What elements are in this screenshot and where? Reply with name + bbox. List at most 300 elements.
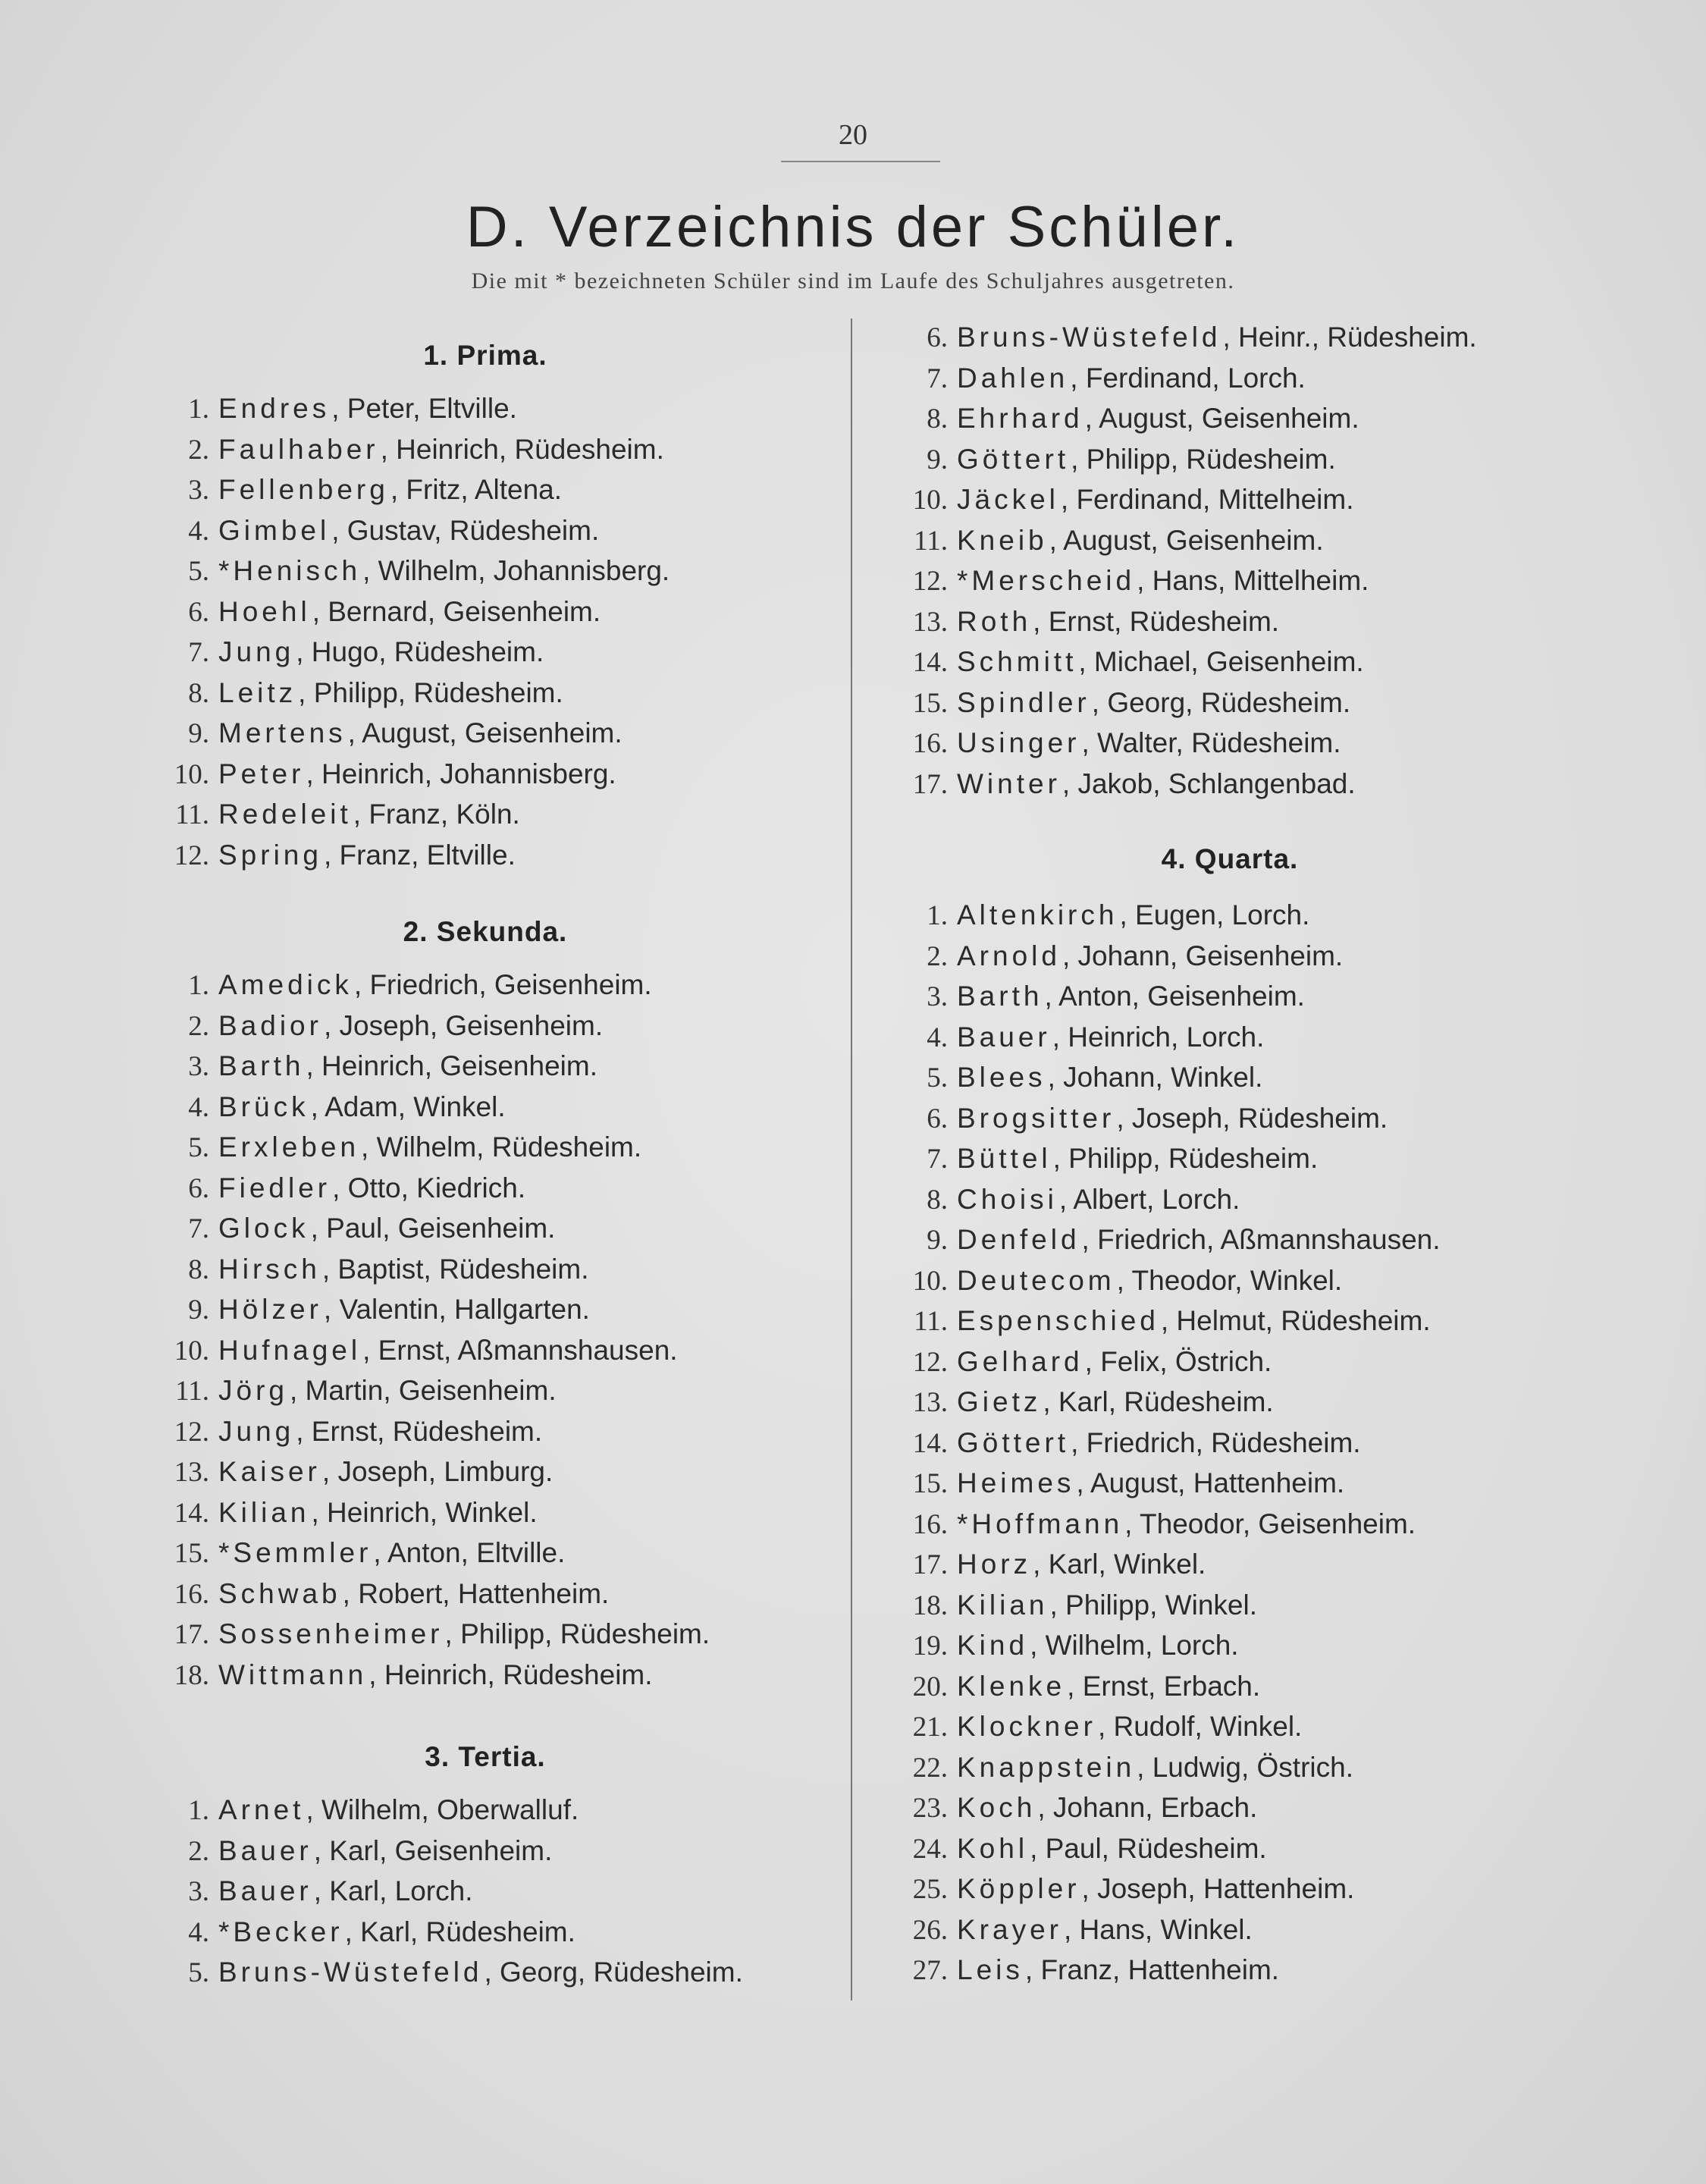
student-entry [890,1873,1354,1906]
entry-surname: *Becker [218,1916,343,1947]
entry-surname: Badior [218,1009,322,1041]
entry-details: , Theodor, Geisenheim. [1124,1508,1416,1539]
entry-number: 1. [927,900,948,931]
entry-details: , Michael, Geisenheim. [1078,646,1364,677]
student-entry [152,799,520,831]
entry-number: 12. [912,1346,948,1378]
section-heading: 1. Prima. [423,340,547,371]
entry-surname: Mertens [218,717,347,748]
entry-surname: Deutecom [957,1264,1115,1296]
entry-surname: Barth [957,981,1043,1012]
student-entry [890,1467,1344,1500]
entry-details: , Joseph, Hattenheim. [1081,1873,1355,1904]
student-entry [890,1143,1318,1175]
entry-surname: Gietz [957,1386,1042,1417]
entry-number: 10. [174,758,209,790]
student-entry [152,1835,552,1868]
student-entry [152,1254,589,1286]
entry-details: , Albert, Lorch. [1058,1183,1240,1215]
student-entry [890,565,1369,598]
entry-details: , Rudolf, Winkel. [1097,1711,1303,1742]
entry-number: 10. [912,1265,948,1297]
student-entry [890,322,1477,354]
student-entry [890,646,1364,679]
entry-number: 19. [912,1630,948,1662]
student-entry [890,1671,1260,1703]
student-entry [890,1224,1441,1257]
student-entry [890,1508,1416,1541]
entry-number: 17. [174,1619,209,1650]
entry-number: 13. [174,1457,209,1488]
entry-number: 3. [188,1051,209,1082]
entry-number: 8. [927,403,948,435]
entry-details: , Heinrich, Rüdesheim. [380,433,664,465]
entry-details: , Ernst, Aßmannshausen. [362,1334,678,1366]
entry-details: , August, Geisenheim. [1084,403,1359,434]
entry-number: 14. [912,1427,948,1459]
student-entry [152,677,563,710]
entry-number: 13. [912,1387,948,1418]
student-entry [152,474,562,507]
entry-surname: Fiedler [218,1172,331,1203]
entry-number: 5. [188,1957,209,1988]
entry-details: , Jakob, Schlangenbad. [1062,767,1356,799]
entry-surname: Schmitt [957,646,1077,677]
entry-number: 8. [927,1184,948,1216]
student-entry [152,555,670,588]
entry-surname: Bruns-Wüstefeld [218,1956,483,1988]
entry-number: 14. [174,1497,209,1529]
entry-surname: Kilian [957,1589,1049,1621]
student-entry [890,1021,1264,1054]
entry-number: 15. [912,687,948,719]
student-entry [152,1131,641,1164]
student-entry [890,484,1354,516]
entry-surname: Heimes [957,1467,1075,1498]
entry-number: 22. [912,1752,948,1784]
student-entry [890,362,1306,395]
entry-number: 8. [188,677,209,709]
entry-number: 18. [912,1589,948,1621]
entry-details: , Ferdinand, Lorch. [1070,362,1306,394]
student-entry [890,940,1343,973]
entry-details: , Bernard, Geisenheim. [312,595,601,627]
entry-details: , Wilhelm, Johannisberg. [362,555,670,586]
student-entry [890,403,1359,435]
entry-surname: Peter [218,758,305,789]
student-entry [152,434,664,466]
entry-number: 5. [188,556,209,587]
student-entry [152,515,599,548]
student-entry [152,636,544,669]
entry-details: , Wilhelm, Oberwalluf. [306,1794,579,1825]
entry-surname: Altenkirch [957,899,1118,930]
entry-number: 11. [914,1306,948,1337]
entry-details: , Paul, Geisenheim. [310,1213,556,1244]
entry-number: 9. [188,1294,209,1326]
entry-surname: Winter [957,767,1061,799]
entry-details: , Walter, Rüdesheim. [1081,727,1341,758]
entry-details: , Karl, Lorch. [313,1875,473,1906]
entry-surname: Leis [957,1954,1024,1985]
entry-surname: Bauer [218,1834,312,1866]
entry-number: 9. [188,718,209,749]
student-entry [890,1914,1253,1947]
entry-details: , Friedrich, Geisenheim. [353,969,652,1000]
entry-details: , Johann, Geisenheim. [1062,940,1344,971]
student-entry [152,1659,653,1692]
entry-details: , Philipp, Rüdesheim. [1071,443,1336,475]
entry-number: 6. [927,322,948,353]
entry-surname: Fellenberg [218,474,389,505]
student-entry [890,1265,1342,1298]
entry-number: 18. [174,1659,209,1691]
entry-surname: Espenschied [957,1305,1159,1336]
entry-surname: Kaiser [218,1456,321,1487]
entry-details: , Anton, Eltville. [373,1537,566,1568]
entry-surname: Endres [218,393,331,424]
entry-number: 5. [927,1062,948,1094]
student-entry [890,1833,1267,1866]
entry-details: , Karl, Winkel. [1033,1549,1206,1580]
entry-number: 1. [188,970,209,1001]
student-entry [152,1497,538,1530]
entry-details: , Hans, Mittelheim. [1137,565,1369,596]
entry-number: 17. [912,1549,948,1580]
entry-number: 2. [927,940,948,972]
entry-surname: Hirsch [218,1253,321,1285]
entry-surname: Spring [218,839,322,871]
student-entry [152,1956,743,1989]
student-entry [890,687,1350,720]
entry-surname: Koch [957,1792,1036,1823]
entry-surname: Sossenheimer [218,1618,444,1649]
entry-surname: Wittmann [218,1658,368,1690]
student-entry [152,1456,553,1489]
entry-details: , Wilhelm, Lorch. [1030,1630,1239,1661]
entry-details: , Georg, Rüdesheim. [1091,686,1351,718]
student-entry [890,1630,1239,1662]
entry-details: , Heinr., Rüdesheim. [1222,322,1477,353]
entry-surname: Jung [218,636,295,667]
entry-surname: *Semmler [218,1537,372,1568]
entry-number: 3. [188,475,209,506]
entry-details: , Ludwig, Östrich. [1137,1751,1353,1783]
entry-details: , Joseph, Limburg. [321,1456,554,1487]
entry-number: 2. [188,434,209,466]
entry-surname: Horz [957,1549,1032,1580]
entry-details: , Heinrich, Geisenheim. [306,1050,597,1081]
entry-details: , Baptist, Rüdesheim. [321,1253,589,1285]
entry-details: , Friedrich, Rüdesheim. [1071,1426,1361,1458]
entry-surname: Knappstein [957,1751,1136,1783]
entry-details: , Ferdinand, Mittelheim. [1060,484,1354,515]
student-entry [890,525,1324,557]
student-entry [890,1711,1302,1743]
entry-surname: Amedick [218,969,353,1000]
section-heading: 3. Tertia. [425,1741,546,1772]
page-number: 20 [839,119,867,151]
entry-number: 1. [188,1795,209,1826]
entry-surname: Jäckel [957,484,1059,515]
entry-surname: Leitz [218,676,297,708]
entry-surname: Redeleit [218,799,352,830]
entry-surname: Jung [218,1415,295,1447]
entry-surname: Kneib [957,524,1048,556]
entry-surname: Roth [957,605,1032,637]
entry-number: 15. [912,1468,948,1499]
entry-number: 27. [912,1955,948,1986]
page-subtitle: Die mit * bezeichneten Schüler sind im Laufe des Schuljahres ausgetreten. [471,268,1235,293]
entry-surname: Bauer [218,1875,312,1906]
entry-number: 7. [927,1144,948,1175]
entry-surname: Blees [957,1062,1046,1093]
entry-details: , Otto, Kiedrich. [332,1172,526,1203]
student-entry [152,1578,609,1611]
entry-number: 16. [912,728,948,759]
student-entry [890,1752,1353,1784]
entry-number: 13. [912,606,948,638]
entry-details: , Friedrich, Aßmannshausen. [1081,1224,1441,1255]
entry-surname: Hufnagel [218,1334,362,1366]
entry-surname: Klenke [957,1670,1066,1702]
entry-details: , Paul, Rüdesheim. [1030,1832,1267,1864]
entry-surname: *Henisch [218,555,362,586]
student-entry [890,1103,1388,1135]
entry-surname: Bauer [957,1021,1051,1053]
student-entry [890,1549,1206,1581]
entry-number: 6. [188,596,209,628]
entry-number: 7. [188,637,209,668]
entry-details: , Ernst, Erbach. [1067,1670,1261,1702]
entry-number: 10. [912,485,948,516]
student-entry [890,899,1309,932]
entry-number: 2. [188,1835,209,1867]
entry-surname: Spindler [957,686,1090,718]
student-entry [152,717,623,750]
entry-details: , August, Geisenheim. [347,717,623,748]
student-entry [152,596,601,629]
entry-number: 7. [927,362,948,394]
student-entry [890,1954,1279,1987]
student-entry [890,727,1341,760]
entry-number: 5. [188,1132,209,1163]
entry-details: , Heinrich, Winkel. [311,1496,538,1528]
entry-number: 12. [174,1416,209,1448]
student-entry [890,606,1279,639]
entry-number: 4. [188,1091,209,1123]
entry-details: , Gustav, Rüdesheim. [331,514,600,546]
entry-number: 11. [914,525,948,557]
student-entry [890,981,1305,1013]
student-entry [890,444,1336,476]
student-entry [890,1184,1240,1216]
entry-details: , Wilhelm, Rüdesheim. [361,1131,642,1163]
entry-surname: Gimbel [218,514,331,546]
entry-number: 7. [188,1213,209,1244]
student-entry [152,1294,590,1326]
entry-surname: Usinger [957,727,1080,758]
entry-number: 21. [912,1712,948,1743]
entry-details: , Philipp, Rüdesheim. [444,1618,710,1649]
column-divider [851,318,852,2000]
entry-details: , Martin, Geisenheim. [289,1375,557,1406]
entry-details: , Eugen, Lorch. [1119,899,1310,930]
entry-number: 6. [188,1172,209,1204]
entry-surname: Ehrhard [957,403,1083,434]
entry-surname: Brogsitter [957,1102,1115,1134]
entry-details: , Heinrich, Lorch. [1052,1021,1265,1053]
entry-surname: Erxleben [218,1131,360,1163]
student-entry [152,1375,557,1407]
student-entry [152,1091,506,1124]
entry-surname: Glock [218,1213,309,1244]
entry-surname: Kind [957,1630,1029,1661]
entry-details: , Johann, Erbach. [1037,1792,1258,1823]
entry-surname: Göttert [957,443,1070,475]
entry-details: , Ernst, Rüdesheim. [296,1415,543,1447]
student-entry [890,1346,1272,1379]
entry-number: 11. [175,799,209,830]
entry-details: , Philipp, Winkel. [1049,1589,1257,1621]
entry-number: 25. [912,1874,948,1905]
entry-number: 17. [912,768,948,800]
entry-number: 14. [912,647,948,678]
entry-details: , Felix, Östrich. [1084,1345,1272,1377]
entry-details: , Franz, Hattenheim. [1024,1954,1280,1985]
entry-details: , Valentin, Hallgarten. [323,1294,590,1325]
entry-details: , Philipp, Rüdesheim. [298,676,563,708]
entry-number: 1. [188,394,209,425]
section-heading: 4. Quarta. [1161,843,1299,874]
entry-surname: Dahlen [957,362,1069,394]
entry-number: 16. [174,1578,209,1610]
entry-surname: Bruns-Wüstefeld [957,322,1221,353]
entry-surname: Kohl [957,1832,1029,1864]
entry-details: , Georg, Rüdesheim. [484,1956,743,1988]
entry-number: 4. [188,1916,209,1948]
student-entry [152,393,517,425]
section-heading: 2. Sekunda. [403,916,568,947]
entry-number: 3. [927,981,948,1012]
student-entry [890,768,1356,801]
entry-surname: Krayer [957,1913,1062,1945]
student-entry [152,969,652,1002]
student-entry [890,1427,1361,1460]
entry-surname: Barth [218,1050,305,1081]
entry-surname: Arnet [218,1794,305,1825]
entry-number: 10. [174,1335,209,1367]
entry-details: , Franz, Köln. [353,799,520,830]
student-entry [152,1416,542,1448]
entry-details: , Helmut, Rüdesheim. [1160,1305,1431,1336]
student-entry [152,758,616,791]
entry-number: 12. [174,839,209,871]
entry-number: 2. [188,1010,209,1042]
student-entry [152,1050,597,1083]
student-entry [890,1792,1257,1825]
student-entry [890,1062,1262,1094]
entry-surname: *Hoffmann [957,1508,1124,1539]
entry-number: 16. [912,1508,948,1540]
entry-number: 23. [912,1793,948,1824]
entry-surname: Schwab [218,1577,341,1609]
student-entry [152,1916,575,1949]
entry-details: , August, Geisenheim. [1049,524,1324,556]
entry-surname: Hoehl [218,595,311,627]
entry-details: , Ernst, Rüdesheim. [1033,605,1280,637]
entry-number: 20. [912,1671,948,1702]
student-entry [890,1305,1431,1338]
entry-details: , Anton, Geisenheim. [1044,981,1305,1012]
entry-details: , Heinrich, Rüdesheim. [368,1658,653,1690]
student-entry [890,1386,1274,1419]
entry-surname: Denfeld [957,1224,1080,1255]
entry-surname: Choisi [957,1183,1058,1215]
entry-number: 26. [912,1914,948,1946]
student-entry [152,1875,473,1908]
student-entry [152,1010,603,1043]
entry-details: , Hans, Winkel. [1063,1913,1253,1945]
entry-details: , Franz, Eltville. [323,839,516,871]
entry-number: 6. [927,1103,948,1134]
entry-details: , Fritz, Altena. [390,474,563,505]
entry-details: , August, Hattenheim. [1076,1467,1345,1498]
entry-surname: Gelhard [957,1345,1083,1377]
entry-number: 4. [927,1021,948,1053]
entry-details: , Karl, Rüdesheim. [1043,1386,1274,1417]
entry-details: , Robert, Hattenheim. [342,1577,610,1609]
entry-details: , Karl, Geisenheim. [313,1834,553,1866]
entry-details: , Philipp, Rüdesheim. [1052,1143,1319,1174]
entry-surname: Büttel [957,1143,1052,1174]
entry-surname: Köppler [957,1873,1080,1904]
entry-details: , Joseph, Rüdesheim. [1116,1102,1388,1134]
entry-surname: Brück [218,1090,309,1122]
entry-number: 4. [188,515,209,547]
entry-details: , Joseph, Geisenheim. [323,1009,604,1041]
entry-number: 12. [912,566,948,597]
entry-number: 3. [188,1876,209,1907]
student-entry [152,1537,565,1570]
page-number-rule [781,161,940,162]
entry-surname: Hölzer [218,1294,322,1325]
entry-surname: Göttert [957,1426,1070,1458]
entry-number: 8. [188,1254,209,1285]
entry-number: 15. [174,1538,209,1569]
entry-surname: *Merscheid [957,565,1136,596]
entry-details: , Johann, Winkel. [1047,1062,1263,1093]
entry-details: , Theodor, Winkel. [1116,1264,1343,1296]
student-entry [890,1589,1257,1622]
entry-details: , Hugo, Rüdesheim. [296,636,544,667]
entry-details: , Heinrich, Johannisberg. [306,758,616,789]
entry-details: , Karl, Rüdesheim. [344,1916,575,1947]
student-entry [152,1335,678,1367]
entry-number: 24. [912,1833,948,1865]
student-entry [152,1794,579,1827]
page-title: D. Verzeichnis der Schüler. [466,195,1240,259]
student-entry [152,1213,555,1245]
entry-details: , Peter, Eltville. [331,393,517,424]
entry-number: 9. [927,1225,948,1256]
student-entry [152,839,516,872]
entry-surname: Kilian [218,1496,310,1528]
entry-surname: Arnold [957,940,1061,971]
entry-surname: Faulhaber [218,433,379,465]
student-entry [152,1172,525,1205]
entry-surname: Klockner [957,1711,1096,1742]
